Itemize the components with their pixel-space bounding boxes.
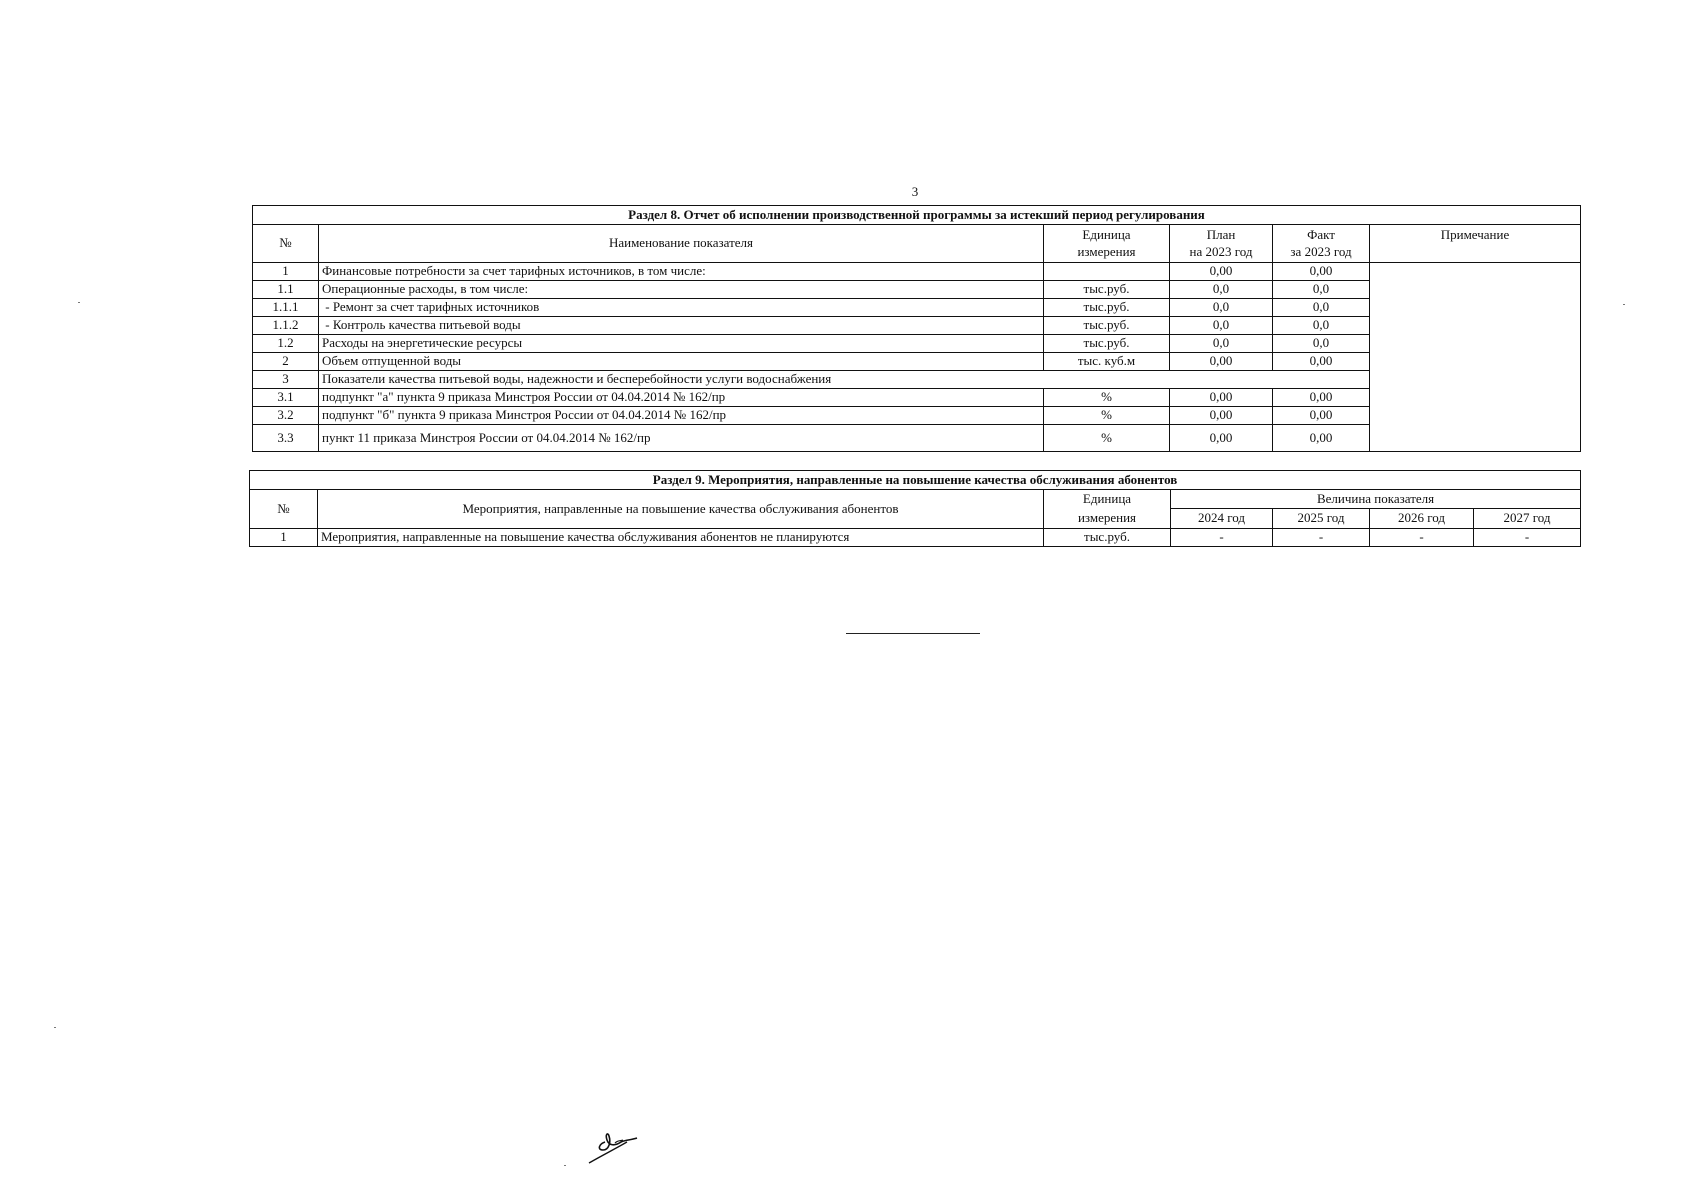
row-name: Расходы на энергетические ресурсы xyxy=(319,335,1044,353)
row-value: - xyxy=(1273,528,1370,546)
row-unit: тыс.руб. xyxy=(1044,317,1170,335)
row-num: 3.3 xyxy=(253,425,319,452)
row-fact: 0,00 xyxy=(1273,425,1370,452)
page-number: 3 xyxy=(911,184,919,199)
note-cell xyxy=(1370,263,1581,452)
row-value: - xyxy=(1474,528,1581,546)
row-name: подпункт "а" пункта 9 приказа Минстроя России от 04.04.2014 № 162/пр xyxy=(319,389,1044,407)
table-row xyxy=(253,263,1581,281)
row-fact: 0,00 xyxy=(1273,407,1370,425)
row-num: 1.2 xyxy=(253,335,319,353)
row-name: Мероприятия, направленные на повышение качества обслуживания абонентов не планируются xyxy=(318,528,1044,546)
header-unit: Единица измерения xyxy=(1044,225,1170,263)
header-num: № xyxy=(250,490,318,529)
row-fact: 0,0 xyxy=(1273,317,1370,335)
row-fact: 0,00 xyxy=(1273,389,1370,407)
header-year: 2025 год xyxy=(1273,509,1370,528)
row-unit: тыс.руб. xyxy=(1044,299,1170,317)
section9-table xyxy=(249,470,1581,547)
row-num: 1 xyxy=(253,263,319,281)
header-fact: Факт за 2023 год xyxy=(1273,225,1370,263)
row-unit: % xyxy=(1044,407,1170,425)
header-year: 2024 год xyxy=(1171,509,1273,528)
row-fact: 0,00 xyxy=(1273,263,1370,281)
row-unit: % xyxy=(1044,389,1170,407)
row-value: - xyxy=(1370,528,1474,546)
section8-title: Раздел 8. Отчет об исполнении производственной программы за истекший период регулирования xyxy=(253,206,1581,225)
scan-speck xyxy=(1623,304,1625,305)
row-unit: тыс.руб. xyxy=(1044,528,1171,546)
row-name: Показатели качества питьевой воды, надежности и бесперебойности услуги водоснабжения xyxy=(319,371,1370,389)
row-fact: 0,00 xyxy=(1273,353,1370,371)
row-num: 1.1.2 xyxy=(253,317,319,335)
row-unit: % xyxy=(1044,425,1170,452)
row-num: 1 xyxy=(250,528,318,546)
header-unit: Единица измерения xyxy=(1044,490,1171,529)
row-plan: 0,00 xyxy=(1170,389,1273,407)
row-name: пункт 11 приказа Минстроя России от 04.04.2014 № 162/пр xyxy=(319,425,1044,452)
header-year: 2027 год xyxy=(1474,509,1581,528)
signature-mark xyxy=(587,1128,643,1166)
row-name: Финансовые потребности за счет тарифных источников, в том числе: xyxy=(319,263,1044,281)
section9-title: Раздел 9. Мероприятия, направленные на повышение качества обслуживания абонентов xyxy=(250,471,1581,490)
row-plan: 0,00 xyxy=(1170,353,1273,371)
header-name: Мероприятия, направленные на повышение качества обслуживания абонентов xyxy=(318,490,1044,529)
row-plan: 0,0 xyxy=(1170,317,1273,335)
row-name: подпункт "б" пункта 9 приказа Минстроя России от 04.04.2014 № 162/пр xyxy=(319,407,1044,425)
row-plan: 0,00 xyxy=(1170,407,1273,425)
row-value: - xyxy=(1171,528,1273,546)
section8-header-row xyxy=(253,225,1581,263)
row-fact: 0,0 xyxy=(1273,299,1370,317)
header-name: Наименование показателя xyxy=(319,225,1044,263)
row-plan: 0,00 xyxy=(1170,263,1273,281)
row-fact: 0,0 xyxy=(1273,281,1370,299)
row-plan: 0,0 xyxy=(1170,335,1273,353)
header-num: № xyxy=(253,225,319,263)
header-value: Величина показателя xyxy=(1171,490,1581,509)
row-plan: 0,0 xyxy=(1170,281,1273,299)
row-name: Операционные расходы, в том числе: xyxy=(319,281,1044,299)
row-plan: 0,0 xyxy=(1170,299,1273,317)
scan-speck xyxy=(78,302,80,303)
table-row xyxy=(250,528,1581,546)
row-name: - Ремонт за счет тарифных источников xyxy=(319,299,1044,317)
header-year: 2026 год xyxy=(1370,509,1474,528)
scan-speck xyxy=(564,1165,566,1166)
scan-speck xyxy=(54,1027,56,1028)
row-num: 1.1 xyxy=(253,281,319,299)
row-unit xyxy=(1044,263,1170,281)
section9-header-row xyxy=(250,490,1581,509)
end-rule xyxy=(846,633,980,634)
row-fact: 0,0 xyxy=(1273,335,1370,353)
header-note: Примечание xyxy=(1370,225,1581,263)
section8-table xyxy=(252,205,1581,452)
row-name: - Контроль качества питьевой воды xyxy=(319,317,1044,335)
row-unit: тыс.руб. xyxy=(1044,281,1170,299)
row-num: 2 xyxy=(253,353,319,371)
row-num: 3.1 xyxy=(253,389,319,407)
row-unit: тыс. куб.м xyxy=(1044,353,1170,371)
row-plan: 0,00 xyxy=(1170,425,1273,452)
row-name: Объем отпущенной воды xyxy=(319,353,1044,371)
row-num: 1.1.1 xyxy=(253,299,319,317)
header-plan: План на 2023 год xyxy=(1170,225,1273,263)
row-num: 3.2 xyxy=(253,407,319,425)
row-num: 3 xyxy=(253,371,319,389)
row-unit: тыс.руб. xyxy=(1044,335,1170,353)
